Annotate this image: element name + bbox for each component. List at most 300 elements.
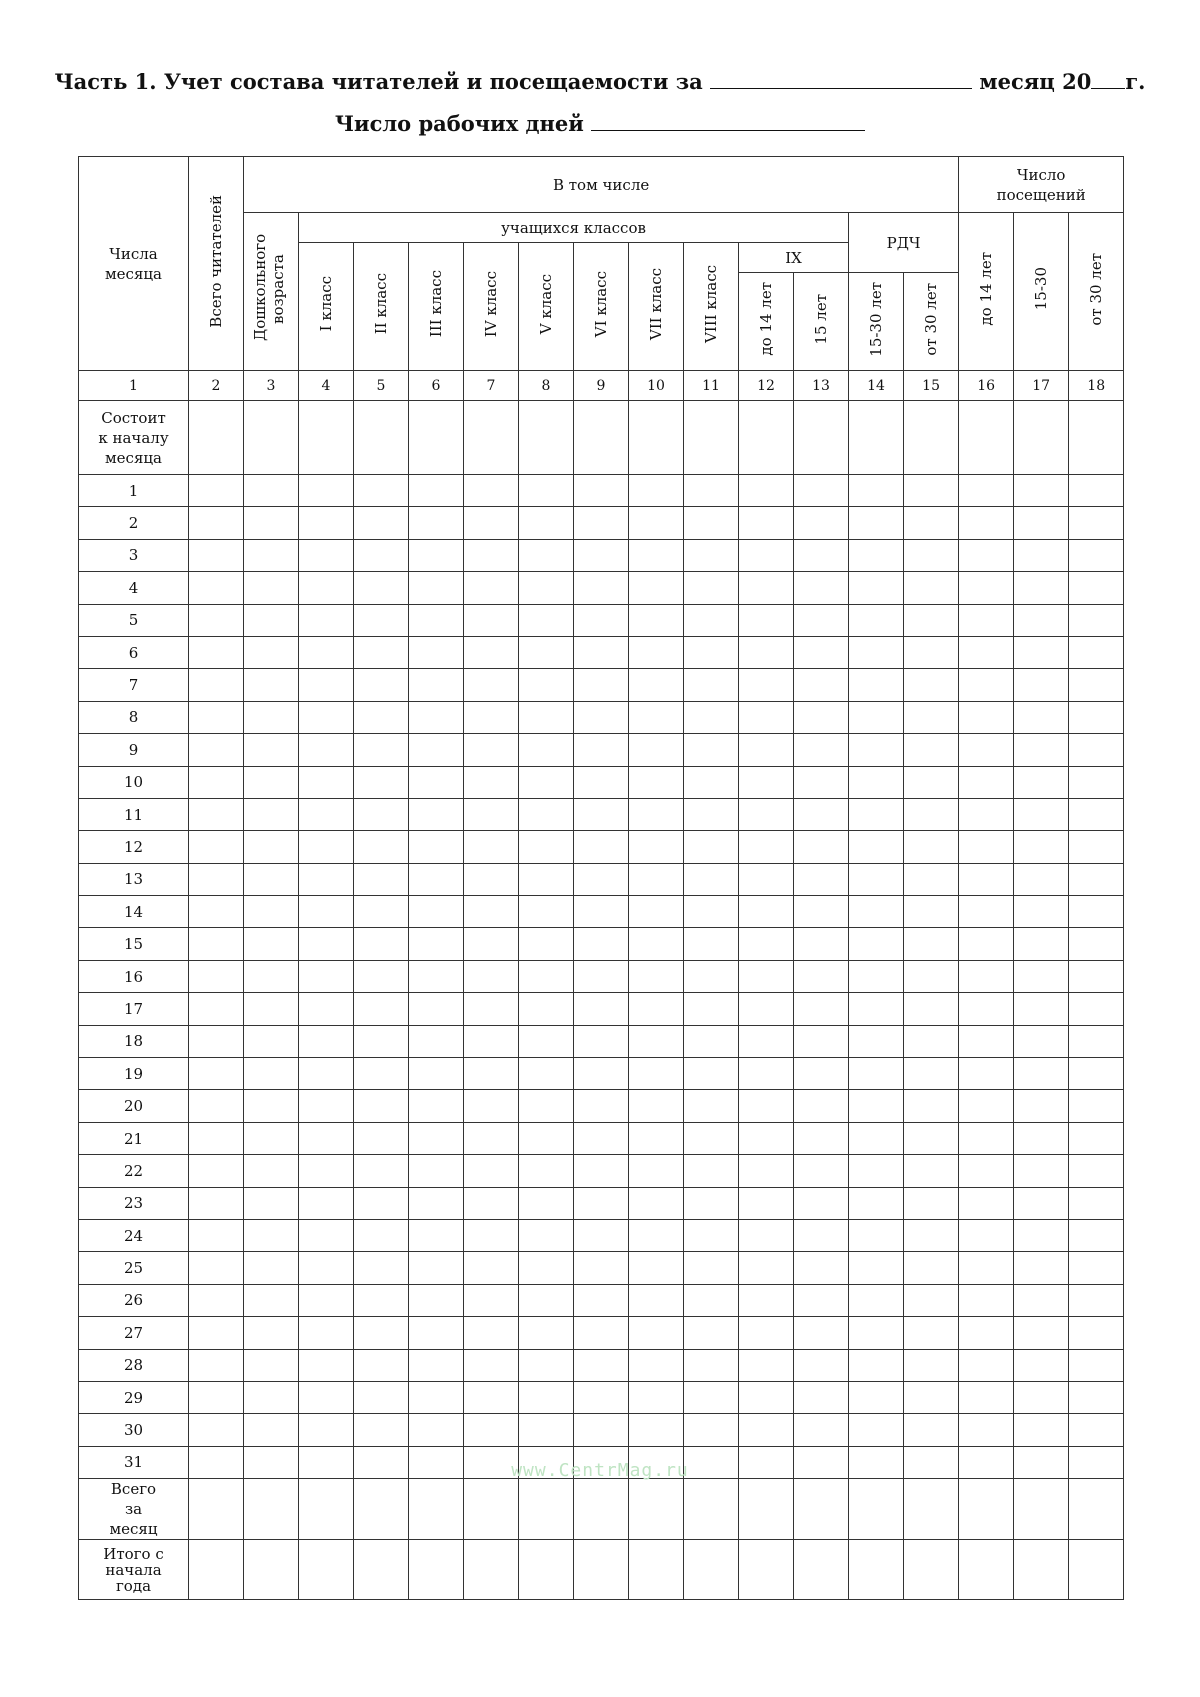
entry-cell[interactable] [299, 1414, 354, 1446]
entry-cell[interactable] [959, 928, 1014, 960]
entry-cell[interactable] [409, 572, 464, 604]
entry-cell[interactable] [629, 475, 684, 507]
entry-cell[interactable] [299, 896, 354, 928]
entry-cell[interactable] [904, 798, 959, 830]
entry-cell[interactable] [574, 1025, 629, 1057]
entry-cell[interactable] [189, 766, 244, 798]
entry-cell[interactable] [794, 798, 849, 830]
entry-cell[interactable] [574, 604, 629, 636]
entry-cell[interactable] [354, 896, 409, 928]
entry-cell[interactable] [574, 896, 629, 928]
entry-cell[interactable] [904, 1381, 959, 1413]
entry-cell[interactable] [959, 766, 1014, 798]
entry-cell[interactable] [1014, 636, 1069, 668]
entry-cell[interactable] [299, 1090, 354, 1122]
entry-cell[interactable] [904, 1317, 959, 1349]
entry-cell[interactable] [629, 604, 684, 636]
entry-cell[interactable] [904, 604, 959, 636]
entry-cell[interactable] [849, 539, 904, 571]
entry-cell[interactable] [794, 1349, 849, 1381]
entry-cell[interactable] [794, 831, 849, 863]
entry-cell[interactable] [629, 1187, 684, 1219]
entry-cell[interactable] [409, 1025, 464, 1057]
entry-cell[interactable] [244, 928, 299, 960]
entry-cell[interactable] [629, 1025, 684, 1057]
entry-cell[interactable] [354, 1058, 409, 1090]
entry-cell[interactable] [849, 669, 904, 701]
entry-cell[interactable] [409, 960, 464, 992]
entry-cell[interactable] [904, 1058, 959, 1090]
entry-cell[interactable] [739, 960, 794, 992]
entry-cell[interactable] [959, 1219, 1014, 1251]
entry-cell[interactable] [574, 636, 629, 668]
entry-cell[interactable] [1014, 863, 1069, 895]
entry-cell[interactable] [1014, 831, 1069, 863]
entry-cell[interactable] [189, 928, 244, 960]
entry-cell[interactable] [519, 928, 574, 960]
entry-cell[interactable] [629, 1122, 684, 1154]
entry-cell[interactable] [1014, 1540, 1069, 1600]
entry-cell[interactable] [244, 1252, 299, 1284]
entry-cell[interactable] [464, 831, 519, 863]
entry-cell[interactable] [684, 1122, 739, 1154]
entry-cell[interactable] [354, 1219, 409, 1251]
entry-cell[interactable] [1014, 1155, 1069, 1187]
entry-cell[interactable] [684, 701, 739, 733]
entry-cell[interactable] [1069, 669, 1124, 701]
entry-cell[interactable] [574, 1414, 629, 1446]
entry-cell[interactable] [959, 1252, 1014, 1284]
entry-cell[interactable] [684, 1187, 739, 1219]
entry-cell[interactable] [904, 1025, 959, 1057]
entry-cell[interactable] [684, 572, 739, 604]
entry-cell[interactable] [904, 960, 959, 992]
entry-cell[interactable] [684, 831, 739, 863]
entry-cell[interactable] [684, 1219, 739, 1251]
entry-cell[interactable] [1069, 1025, 1124, 1057]
entry-cell[interactable] [244, 1155, 299, 1187]
entry-cell[interactable] [739, 539, 794, 571]
entry-cell[interactable] [189, 1090, 244, 1122]
entry-cell[interactable] [629, 507, 684, 539]
entry-cell[interactable] [299, 1540, 354, 1600]
entry-cell[interactable] [299, 572, 354, 604]
entry-cell[interactable] [244, 1025, 299, 1057]
entry-cell[interactable] [1014, 1219, 1069, 1251]
entry-cell[interactable] [299, 539, 354, 571]
entry-cell[interactable] [849, 1317, 904, 1349]
entry-cell[interactable] [519, 604, 574, 636]
entry-cell[interactable] [1014, 1058, 1069, 1090]
entry-cell[interactable] [519, 1025, 574, 1057]
entry-cell[interactable] [464, 401, 519, 475]
entry-cell[interactable] [464, 896, 519, 928]
entry-cell[interactable] [904, 1122, 959, 1154]
entry-cell[interactable] [519, 960, 574, 992]
entry-cell[interactable] [354, 1252, 409, 1284]
entry-cell[interactable] [739, 831, 794, 863]
entry-cell[interactable] [1014, 539, 1069, 571]
entry-cell[interactable] [739, 1187, 794, 1219]
entry-cell[interactable] [409, 1122, 464, 1154]
entry-cell[interactable] [409, 863, 464, 895]
entry-cell[interactable] [1014, 928, 1069, 960]
entry-cell[interactable] [904, 507, 959, 539]
entry-cell[interactable] [739, 1479, 794, 1540]
entry-cell[interactable] [519, 1122, 574, 1154]
entry-cell[interactable] [629, 1381, 684, 1413]
entry-cell[interactable] [904, 734, 959, 766]
entry-cell[interactable] [409, 1414, 464, 1446]
entry-cell[interactable] [464, 798, 519, 830]
entry-cell[interactable] [904, 766, 959, 798]
entry-cell[interactable] [354, 401, 409, 475]
entry-cell[interactable] [849, 993, 904, 1025]
entry-cell[interactable] [354, 1414, 409, 1446]
entry-cell[interactable] [684, 669, 739, 701]
entry-cell[interactable] [794, 604, 849, 636]
entry-cell[interactable] [959, 572, 1014, 604]
entry-cell[interactable] [1069, 928, 1124, 960]
entry-cell[interactable] [739, 636, 794, 668]
entry-cell[interactable] [189, 1219, 244, 1251]
entry-cell[interactable] [959, 507, 1014, 539]
entry-cell[interactable] [739, 896, 794, 928]
entry-cell[interactable] [574, 734, 629, 766]
entry-cell[interactable] [464, 1252, 519, 1284]
entry-cell[interactable] [794, 1284, 849, 1316]
entry-cell[interactable] [1069, 1284, 1124, 1316]
entry-cell[interactable] [959, 960, 1014, 992]
entry-cell[interactable] [629, 701, 684, 733]
entry-cell[interactable] [464, 960, 519, 992]
entry-cell[interactable] [1014, 896, 1069, 928]
entry-cell[interactable] [1069, 1090, 1124, 1122]
entry-cell[interactable] [629, 734, 684, 766]
entry-cell[interactable] [1069, 507, 1124, 539]
entry-cell[interactable] [684, 928, 739, 960]
entry-cell[interactable] [409, 1058, 464, 1090]
entry-cell[interactable] [959, 1414, 1014, 1446]
entry-cell[interactable] [959, 734, 1014, 766]
entry-cell[interactable] [1069, 1414, 1124, 1446]
entry-cell[interactable] [1014, 1349, 1069, 1381]
entry-cell[interactable] [684, 1479, 739, 1540]
entry-cell[interactable] [904, 993, 959, 1025]
entry-cell[interactable] [189, 1540, 244, 1600]
entry-cell[interactable] [684, 863, 739, 895]
entry-cell[interactable] [519, 1381, 574, 1413]
entry-cell[interactable] [354, 798, 409, 830]
entry-cell[interactable] [904, 539, 959, 571]
entry-cell[interactable] [409, 993, 464, 1025]
entry-cell[interactable] [409, 604, 464, 636]
entry-cell[interactable] [189, 1187, 244, 1219]
entry-cell[interactable] [684, 1284, 739, 1316]
entry-cell[interactable] [354, 1025, 409, 1057]
entry-cell[interactable] [684, 798, 739, 830]
entry-cell[interactable] [1014, 766, 1069, 798]
entry-cell[interactable] [519, 863, 574, 895]
entry-cell[interactable] [794, 863, 849, 895]
entry-cell[interactable] [409, 1252, 464, 1284]
entry-cell[interactable] [409, 1479, 464, 1540]
entry-cell[interactable] [849, 960, 904, 992]
entry-cell[interactable] [574, 798, 629, 830]
entry-cell[interactable] [684, 1381, 739, 1413]
entry-cell[interactable] [519, 798, 574, 830]
entry-cell[interactable] [904, 636, 959, 668]
entry-cell[interactable] [849, 1381, 904, 1413]
entry-cell[interactable] [959, 1381, 1014, 1413]
entry-cell[interactable] [904, 1090, 959, 1122]
entry-cell[interactable] [189, 798, 244, 830]
entry-cell[interactable] [849, 1058, 904, 1090]
entry-cell[interactable] [1069, 701, 1124, 733]
entry-cell[interactable] [1069, 1381, 1124, 1413]
entry-cell[interactable] [409, 734, 464, 766]
entry-cell[interactable] [849, 1349, 904, 1381]
entry-cell[interactable] [684, 960, 739, 992]
entry-cell[interactable] [684, 604, 739, 636]
entry-cell[interactable] [629, 572, 684, 604]
entry-cell[interactable] [794, 1122, 849, 1154]
entry-cell[interactable] [464, 539, 519, 571]
entry-cell[interactable] [629, 1284, 684, 1316]
entry-cell[interactable] [519, 1540, 574, 1600]
entry-cell[interactable] [354, 572, 409, 604]
entry-cell[interactable] [519, 701, 574, 733]
entry-cell[interactable] [684, 1058, 739, 1090]
entry-cell[interactable] [519, 669, 574, 701]
entry-cell[interactable] [189, 863, 244, 895]
entry-cell[interactable] [739, 1414, 794, 1446]
entry-cell[interactable] [629, 1058, 684, 1090]
entry-cell[interactable] [519, 1349, 574, 1381]
entry-cell[interactable] [904, 1155, 959, 1187]
entry-cell[interactable] [1014, 798, 1069, 830]
entry-cell[interactable] [464, 669, 519, 701]
entry-cell[interactable] [794, 539, 849, 571]
entry-cell[interactable] [1069, 604, 1124, 636]
entry-cell[interactable] [299, 1187, 354, 1219]
entry-cell[interactable] [409, 1219, 464, 1251]
entry-cell[interactable] [629, 1317, 684, 1349]
entry-cell[interactable] [299, 1155, 354, 1187]
entry-cell[interactable] [794, 1381, 849, 1413]
entry-cell[interactable] [739, 1155, 794, 1187]
entry-cell[interactable] [519, 1155, 574, 1187]
entry-cell[interactable] [849, 507, 904, 539]
entry-cell[interactable] [354, 1187, 409, 1219]
entry-cell[interactable] [574, 1349, 629, 1381]
entry-cell[interactable] [574, 507, 629, 539]
entry-cell[interactable] [1014, 1252, 1069, 1284]
entry-cell[interactable] [519, 831, 574, 863]
entry-cell[interactable] [299, 604, 354, 636]
entry-cell[interactable] [409, 539, 464, 571]
workdays-blank[interactable] [591, 110, 865, 131]
entry-cell[interactable] [354, 1284, 409, 1316]
entry-cell[interactable] [464, 1540, 519, 1600]
entry-cell[interactable] [299, 863, 354, 895]
entry-cell[interactable] [574, 766, 629, 798]
entry-cell[interactable] [244, 1122, 299, 1154]
entry-cell[interactable] [959, 636, 1014, 668]
entry-cell[interactable] [959, 1155, 1014, 1187]
entry-cell[interactable] [739, 701, 794, 733]
entry-cell[interactable] [794, 734, 849, 766]
entry-cell[interactable] [1014, 1414, 1069, 1446]
entry-cell[interactable] [1069, 1122, 1124, 1154]
entry-cell[interactable] [739, 604, 794, 636]
entry-cell[interactable] [629, 1252, 684, 1284]
entry-cell[interactable] [244, 1317, 299, 1349]
entry-cell[interactable] [904, 475, 959, 507]
entry-cell[interactable] [299, 766, 354, 798]
entry-cell[interactable] [849, 831, 904, 863]
entry-cell[interactable] [574, 475, 629, 507]
entry-cell[interactable] [794, 993, 849, 1025]
entry-cell[interactable] [299, 401, 354, 475]
entry-cell[interactable] [959, 1540, 1014, 1600]
entry-cell[interactable] [189, 507, 244, 539]
entry-cell[interactable] [1069, 1252, 1124, 1284]
entry-cell[interactable] [574, 1090, 629, 1122]
entry-cell[interactable] [244, 1414, 299, 1446]
entry-cell[interactable] [904, 401, 959, 475]
entry-cell[interactable] [464, 701, 519, 733]
entry-cell[interactable] [739, 507, 794, 539]
entry-cell[interactable] [904, 1540, 959, 1600]
entry-cell[interactable] [904, 1349, 959, 1381]
entry-cell[interactable] [299, 669, 354, 701]
entry-cell[interactable] [299, 1058, 354, 1090]
entry-cell[interactable] [959, 539, 1014, 571]
entry-cell[interactable] [904, 1414, 959, 1446]
entry-cell[interactable] [684, 1155, 739, 1187]
entry-cell[interactable] [794, 701, 849, 733]
entry-cell[interactable] [739, 572, 794, 604]
entry-cell[interactable] [519, 766, 574, 798]
entry-cell[interactable] [244, 572, 299, 604]
entry-cell[interactable] [739, 863, 794, 895]
entry-cell[interactable] [354, 863, 409, 895]
entry-cell[interactable] [1069, 475, 1124, 507]
entry-cell[interactable] [189, 401, 244, 475]
entry-cell[interactable] [354, 1349, 409, 1381]
entry-cell[interactable] [849, 1284, 904, 1316]
entry-cell[interactable] [904, 896, 959, 928]
entry-cell[interactable] [574, 539, 629, 571]
entry-cell[interactable] [1014, 604, 1069, 636]
entry-cell[interactable] [849, 1414, 904, 1446]
entry-cell[interactable] [244, 1058, 299, 1090]
entry-cell[interactable] [1069, 960, 1124, 992]
entry-cell[interactable] [574, 1155, 629, 1187]
entry-cell[interactable] [849, 1090, 904, 1122]
entry-cell[interactable] [1069, 896, 1124, 928]
entry-cell[interactable] [1014, 1284, 1069, 1316]
entry-cell[interactable] [1014, 960, 1069, 992]
entry-cell[interactable] [409, 1317, 464, 1349]
entry-cell[interactable] [519, 1414, 574, 1446]
entry-cell[interactable] [959, 1317, 1014, 1349]
entry-cell[interactable] [849, 734, 904, 766]
entry-cell[interactable] [574, 863, 629, 895]
entry-cell[interactable] [1069, 539, 1124, 571]
entry-cell[interactable] [464, 928, 519, 960]
entry-cell[interactable] [354, 669, 409, 701]
entry-cell[interactable] [959, 1025, 1014, 1057]
entry-cell[interactable] [189, 1025, 244, 1057]
entry-cell[interactable] [739, 1058, 794, 1090]
entry-cell[interactable] [739, 766, 794, 798]
month-blank[interactable] [710, 68, 972, 89]
entry-cell[interactable] [519, 993, 574, 1025]
entry-cell[interactable] [904, 831, 959, 863]
entry-cell[interactable] [849, 863, 904, 895]
entry-cell[interactable] [299, 507, 354, 539]
entry-cell[interactable] [189, 1058, 244, 1090]
entry-cell[interactable] [574, 1317, 629, 1349]
entry-cell[interactable] [794, 1219, 849, 1251]
entry-cell[interactable] [794, 572, 849, 604]
entry-cell[interactable] [849, 798, 904, 830]
entry-cell[interactable] [189, 993, 244, 1025]
entry-cell[interactable] [299, 928, 354, 960]
entry-cell[interactable] [354, 734, 409, 766]
entry-cell[interactable] [794, 475, 849, 507]
entry-cell[interactable] [574, 701, 629, 733]
entry-cell[interactable] [1014, 507, 1069, 539]
entry-cell[interactable] [354, 539, 409, 571]
entry-cell[interactable] [574, 1381, 629, 1413]
entry-cell[interactable] [574, 401, 629, 475]
entry-cell[interactable] [409, 401, 464, 475]
entry-cell[interactable] [1069, 636, 1124, 668]
entry-cell[interactable] [959, 604, 1014, 636]
entry-cell[interactable] [739, 475, 794, 507]
entry-cell[interactable] [189, 636, 244, 668]
entry-cell[interactable] [519, 572, 574, 604]
entry-cell[interactable] [409, 1381, 464, 1413]
entry-cell[interactable] [354, 1122, 409, 1154]
entry-cell[interactable] [299, 1381, 354, 1413]
entry-cell[interactable] [299, 734, 354, 766]
entry-cell[interactable] [794, 1479, 849, 1540]
entry-cell[interactable] [739, 1252, 794, 1284]
entry-cell[interactable] [464, 1414, 519, 1446]
entry-cell[interactable] [1069, 1219, 1124, 1251]
entry-cell[interactable] [629, 1414, 684, 1446]
entry-cell[interactable] [354, 831, 409, 863]
entry-cell[interactable] [244, 766, 299, 798]
entry-cell[interactable] [1014, 1122, 1069, 1154]
entry-cell[interactable] [684, 896, 739, 928]
entry-cell[interactable] [684, 539, 739, 571]
entry-cell[interactable] [849, 604, 904, 636]
entry-cell[interactable] [189, 572, 244, 604]
entry-cell[interactable] [409, 701, 464, 733]
entry-cell[interactable] [244, 798, 299, 830]
entry-cell[interactable] [189, 960, 244, 992]
entry-cell[interactable] [794, 1317, 849, 1349]
entry-cell[interactable] [244, 993, 299, 1025]
entry-cell[interactable] [574, 993, 629, 1025]
entry-cell[interactable] [629, 1349, 684, 1381]
entry-cell[interactable] [794, 928, 849, 960]
